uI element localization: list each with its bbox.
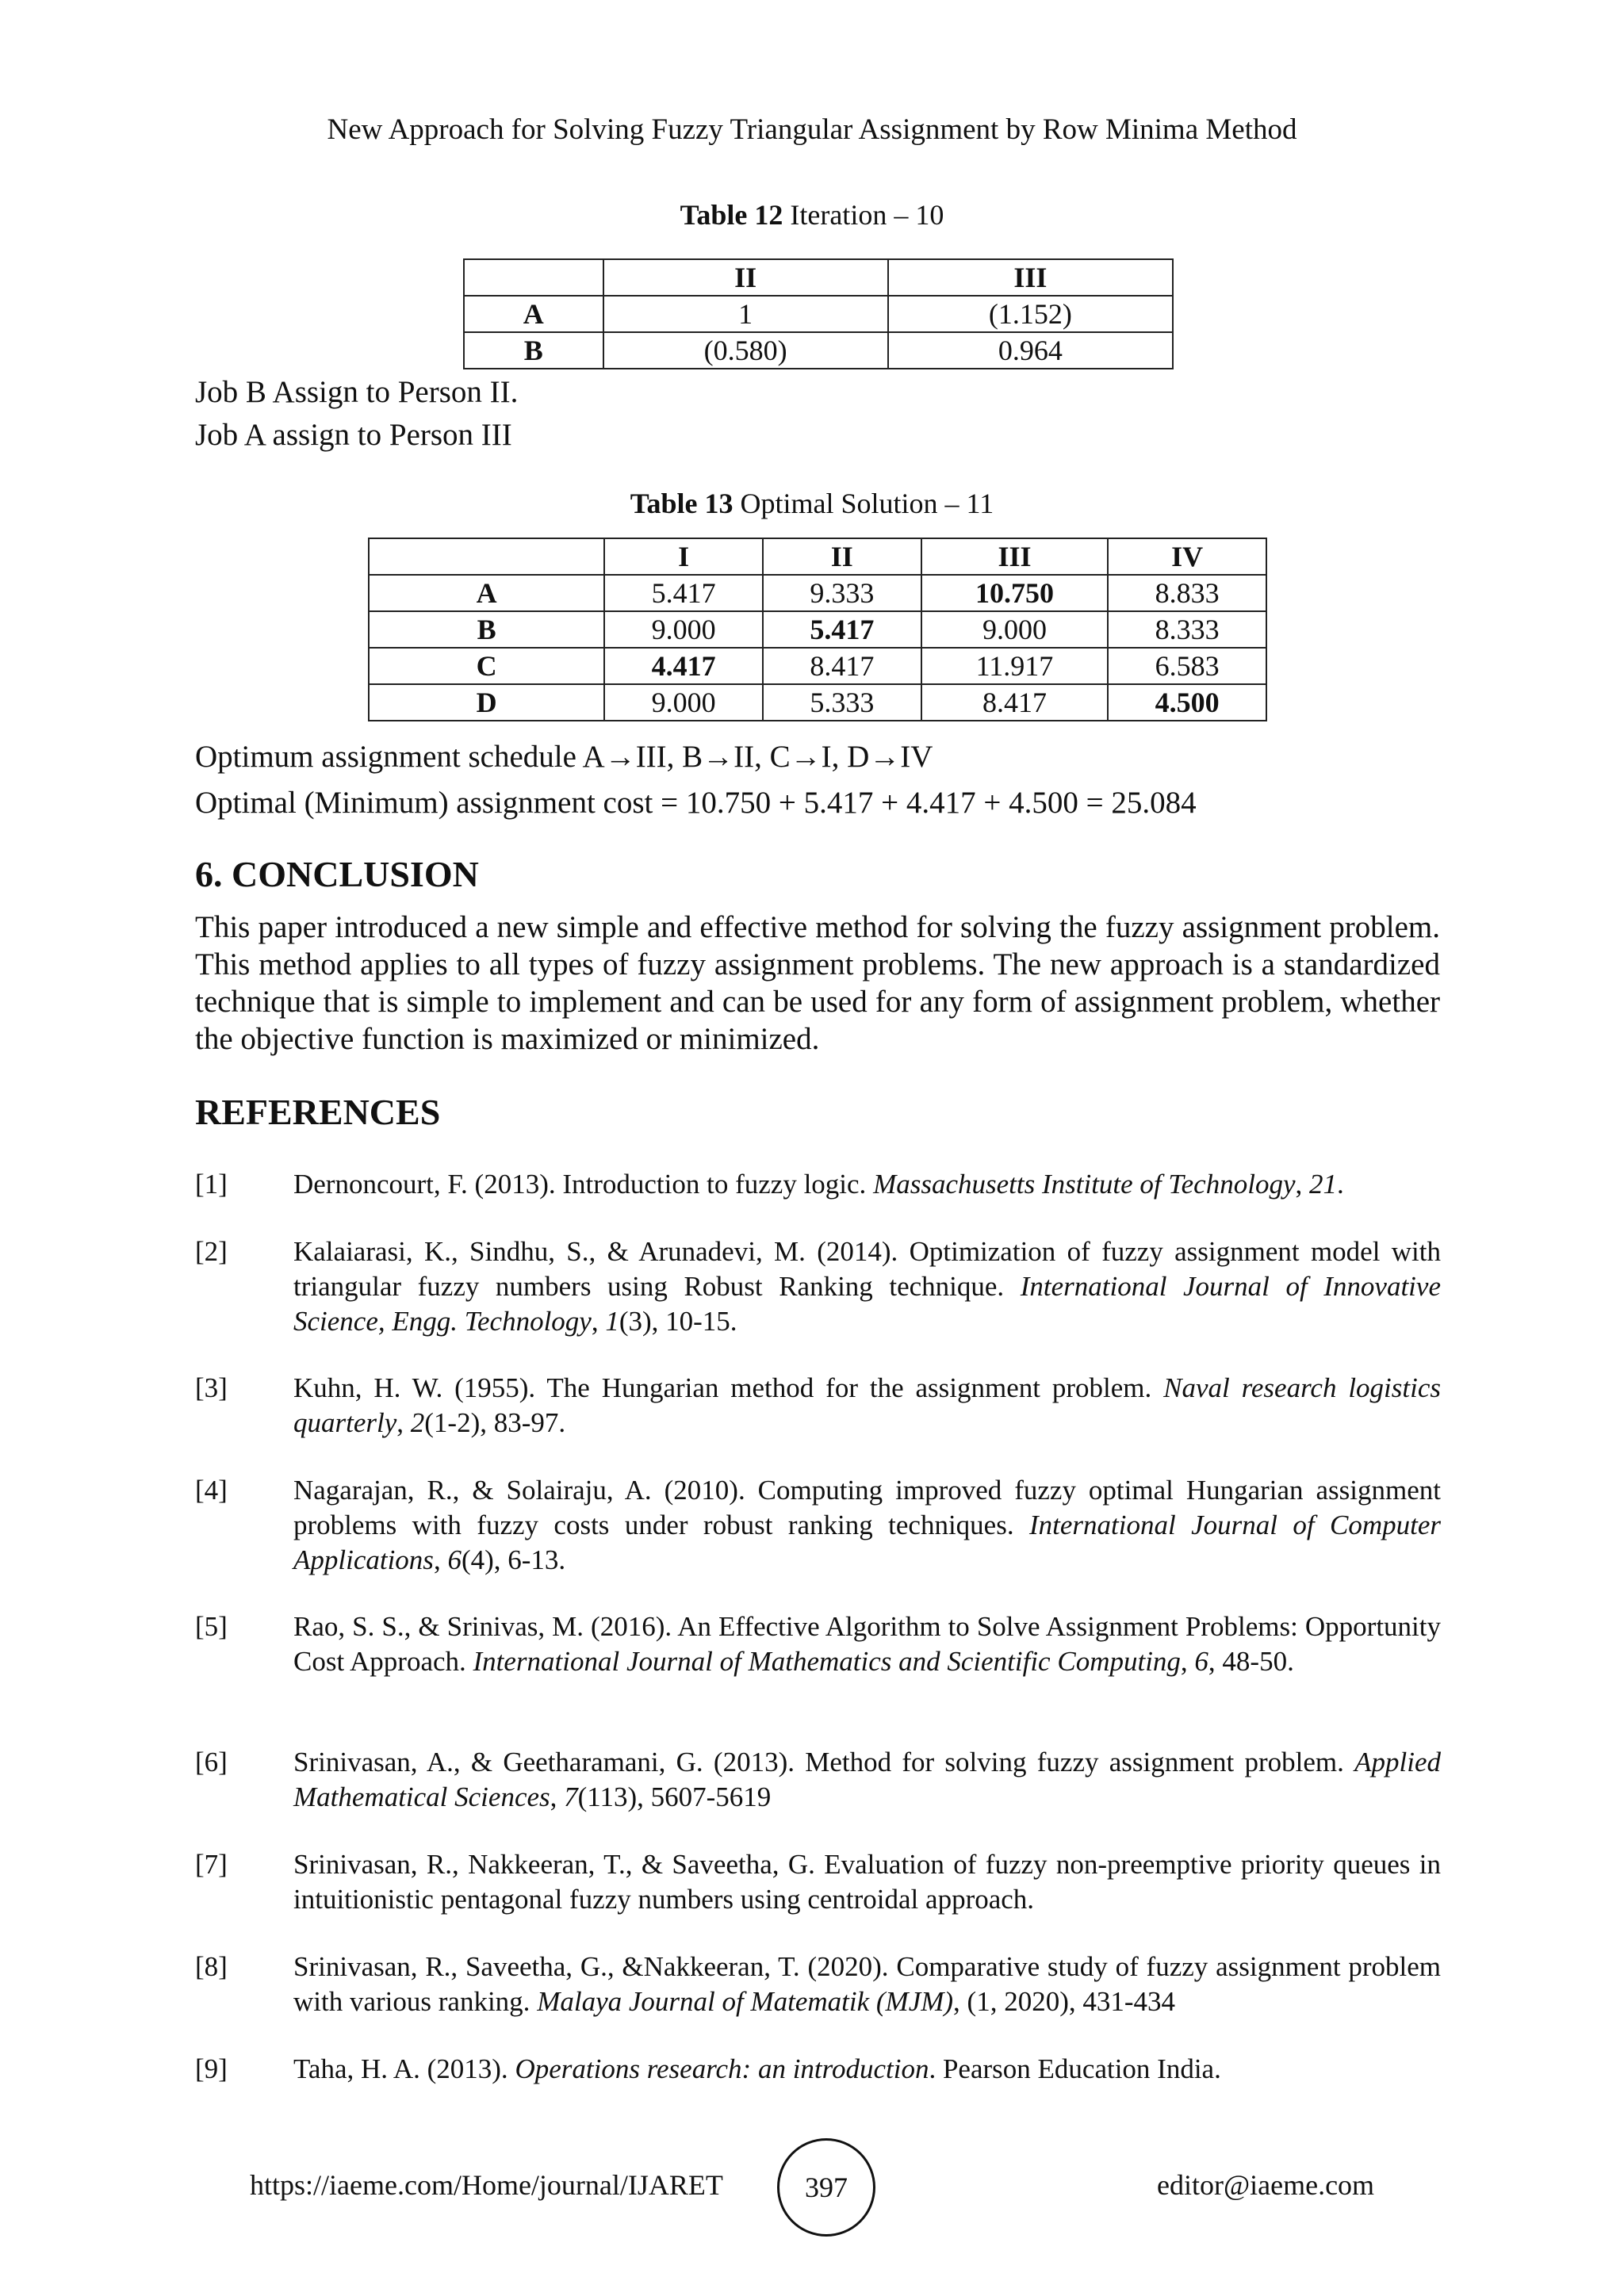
reference-item: Srinivasan, R., Saveetha, G., &Nakkeeran, T. (2020). Comparative study of fuzzy assignment problem with various ranking. Malaya Journal of Matematik (MJM), (1, 2020), 431-434 xyxy=(293,1951,1441,2017)
reference-journal: Naval research logistics quarterly xyxy=(293,1372,1441,1438)
table13-row xyxy=(369,575,1266,611)
reference-number: [6] xyxy=(195,1747,228,1777)
reference-number: [7] xyxy=(195,1849,228,1880)
table13 xyxy=(368,538,1267,721)
table13-row-label: D xyxy=(369,684,604,721)
table13-col-header: IV xyxy=(1108,538,1266,575)
table12-row xyxy=(464,332,1173,369)
reference-item: Dernoncourt, F. (2013). Introduction to fuzzy logic. Massachusetts Institute of Technology, 21. xyxy=(293,1169,1344,1200)
table13-row-label: B xyxy=(369,611,604,648)
reference-number: [9] xyxy=(195,2053,228,2084)
reference-journal: International Journal of Computer Applications xyxy=(293,1510,1442,1575)
table13-col-header: II xyxy=(763,538,921,575)
optimum-schedule: Optimum assignment schedule A→III, B→II, C→I, D→IV xyxy=(195,740,933,774)
table12-header-row xyxy=(464,259,1173,296)
table13-cell: 6.583 xyxy=(1108,648,1266,684)
table13-row-label: A xyxy=(369,575,604,611)
running-header: New Approach for Solving Fuzzy Triangular Assignment by Row Minima Method xyxy=(327,113,1297,146)
reference-item: Kuhn, H. W. (1955). The Hungarian method for the assignment problem. Naval research logistics quarterly, 2(1-2), 83-97. xyxy=(293,1372,1441,1438)
table13-caption xyxy=(0,487,1624,520)
reference-number: [8] xyxy=(195,1951,228,1982)
footer-email[interactable]: editor@iaeme.com xyxy=(1157,2169,1375,2201)
table12-cell: 0.964 xyxy=(888,332,1173,369)
assignment-line-1: Job B Assign to Person II. xyxy=(195,375,519,409)
table13-cell: 5.417 xyxy=(604,575,763,611)
references-heading: REFERENCES xyxy=(195,1092,441,1132)
reference-journal: Malaya Journal of Matematik (MJM) xyxy=(537,1986,954,2017)
table13-row-label: C xyxy=(369,648,604,684)
table13-cell: 9.000 xyxy=(921,611,1109,648)
table12-cell: (1.152) xyxy=(888,296,1173,332)
table12-caption xyxy=(0,198,1624,232)
reference-number: [4] xyxy=(195,1475,228,1506)
table13-cell: 8.333 xyxy=(1108,611,1266,648)
reference-journal: Massachusetts Institute of Technology xyxy=(873,1169,1296,1200)
table13-cell-optimal: 5.417 xyxy=(763,611,921,648)
table12-title: Iteration – 10 xyxy=(790,199,944,231)
table13-row xyxy=(369,611,1266,648)
table12-row-label: A xyxy=(464,296,603,332)
footer-journal-url[interactable]: https://iaeme.com/Home/journal/IJARET xyxy=(250,2169,723,2201)
conclusion-text: This paper introduced a new simple and effective method for solving the fuzzy assignment problem. This method applies to all types of fuzzy assignment problems. The new approach is a standardized technique that is simple to implement and can be used for any form of assignment problem, whether the objective function is maximized or minimized. xyxy=(195,910,1440,1056)
table13-col-header: III xyxy=(921,538,1109,575)
table13-cell: 9.000 xyxy=(604,684,763,721)
table13-cell-optimal: 10.750 xyxy=(921,575,1109,611)
reference-journal: Operations research: an introduction xyxy=(515,2053,929,2084)
page-number-badge xyxy=(777,2138,875,2237)
table13-cell: 9.000 xyxy=(604,611,763,648)
table13-cell-optimal: 4.417 xyxy=(604,648,763,684)
table13-cell: 9.333 xyxy=(763,575,921,611)
reference-item: Srinivasan, R., Nakkeeran, T., & Saveetha, G. Evaluation of fuzzy non-preemptive priority queues in intuitionistic pentagonal fuzzy numbers using centroidal approach. xyxy=(293,1849,1441,1915)
table13-cell: 11.917 xyxy=(921,648,1109,684)
table13-header-row xyxy=(369,538,1266,575)
table12-label: Table 12 xyxy=(680,199,783,231)
reference-journal: International Journal of Innovative Science, Engg. Technology xyxy=(293,1271,1441,1337)
reference-item: Taha, H. A. (2013). Operations research: an introduction. Pearson Education India. xyxy=(293,2053,1221,2084)
reference-item: Nagarajan, R., & Solairaju, A. (2010). Computing improved fuzzy optimal Hungarian assignment problems with fuzzy costs under robust ranking techniques. International Journal of Computer Applications, 6(4), 6-13. xyxy=(293,1475,1442,1575)
table12-cell: (0.580) xyxy=(603,332,888,369)
table13-col-header: I xyxy=(604,538,763,575)
reference-item: Srinivasan, A., & Geetharamani, G. (2013). Method for solving fuzzy assignment problem. Applied Mathematical Sciences, 7(113), 5607-5619 xyxy=(293,1747,1441,1812)
table13-cell: 8.833 xyxy=(1108,575,1266,611)
table13-label: Table 13 xyxy=(630,488,733,519)
table12-col-header: II xyxy=(603,259,888,296)
table13-cell: 5.333 xyxy=(763,684,921,721)
reference-journal: International Journal of Mathematics and Scientific Computing xyxy=(473,1646,1181,1677)
table12-row xyxy=(464,296,1173,332)
table13-corner xyxy=(369,538,604,575)
table12-cell: 1 xyxy=(603,296,888,332)
reference-number: [2] xyxy=(195,1236,228,1267)
table13-title: Optimal Solution – 11 xyxy=(740,488,994,519)
table12-corner xyxy=(464,259,603,296)
table13-cell: 8.417 xyxy=(921,684,1109,721)
page-number: 397 xyxy=(805,2172,848,2203)
reference-number: [3] xyxy=(195,1372,228,1403)
conclusion-heading: 6. CONCLUSION xyxy=(195,854,479,894)
reference-item: Rao, S. S., & Srinivas, M. (2016). An Effective Algorithm to Solve Assignment Problems: Opportunity Cost Approach. International Journal of Mathematics and Scientific Computing, 6, 48-50. xyxy=(293,1611,1441,1677)
reference-item: Kalaiarasi, K., Sindhu, S., & Arunadevi, M. (2014). Optimization of fuzzy assignment model with triangular fuzzy numbers using Robust Ranking technique. International Journal of Innovative Science, Engg. Technology, 1(3), 10-15. xyxy=(293,1236,1441,1337)
reference-number: [1] xyxy=(195,1169,228,1200)
reference-number: [5] xyxy=(195,1611,228,1642)
reference-journal: Applied Mathematical Sciences xyxy=(293,1747,1441,1812)
table12 xyxy=(463,258,1174,369)
table13-cell: 8.417 xyxy=(763,648,921,684)
table13-cell-optimal: 4.500 xyxy=(1108,684,1266,721)
table12-row-label: B xyxy=(464,332,603,369)
assignment-line-2: Job A assign to Person III xyxy=(195,418,512,452)
table12-col-header: III xyxy=(888,259,1173,296)
optimal-cost: Optimal (Minimum) assignment cost = 10.750 + 5.417 + 4.417 + 4.500 = 25.084 xyxy=(195,786,1197,820)
table13-row xyxy=(369,648,1266,684)
table13-row xyxy=(369,684,1266,721)
